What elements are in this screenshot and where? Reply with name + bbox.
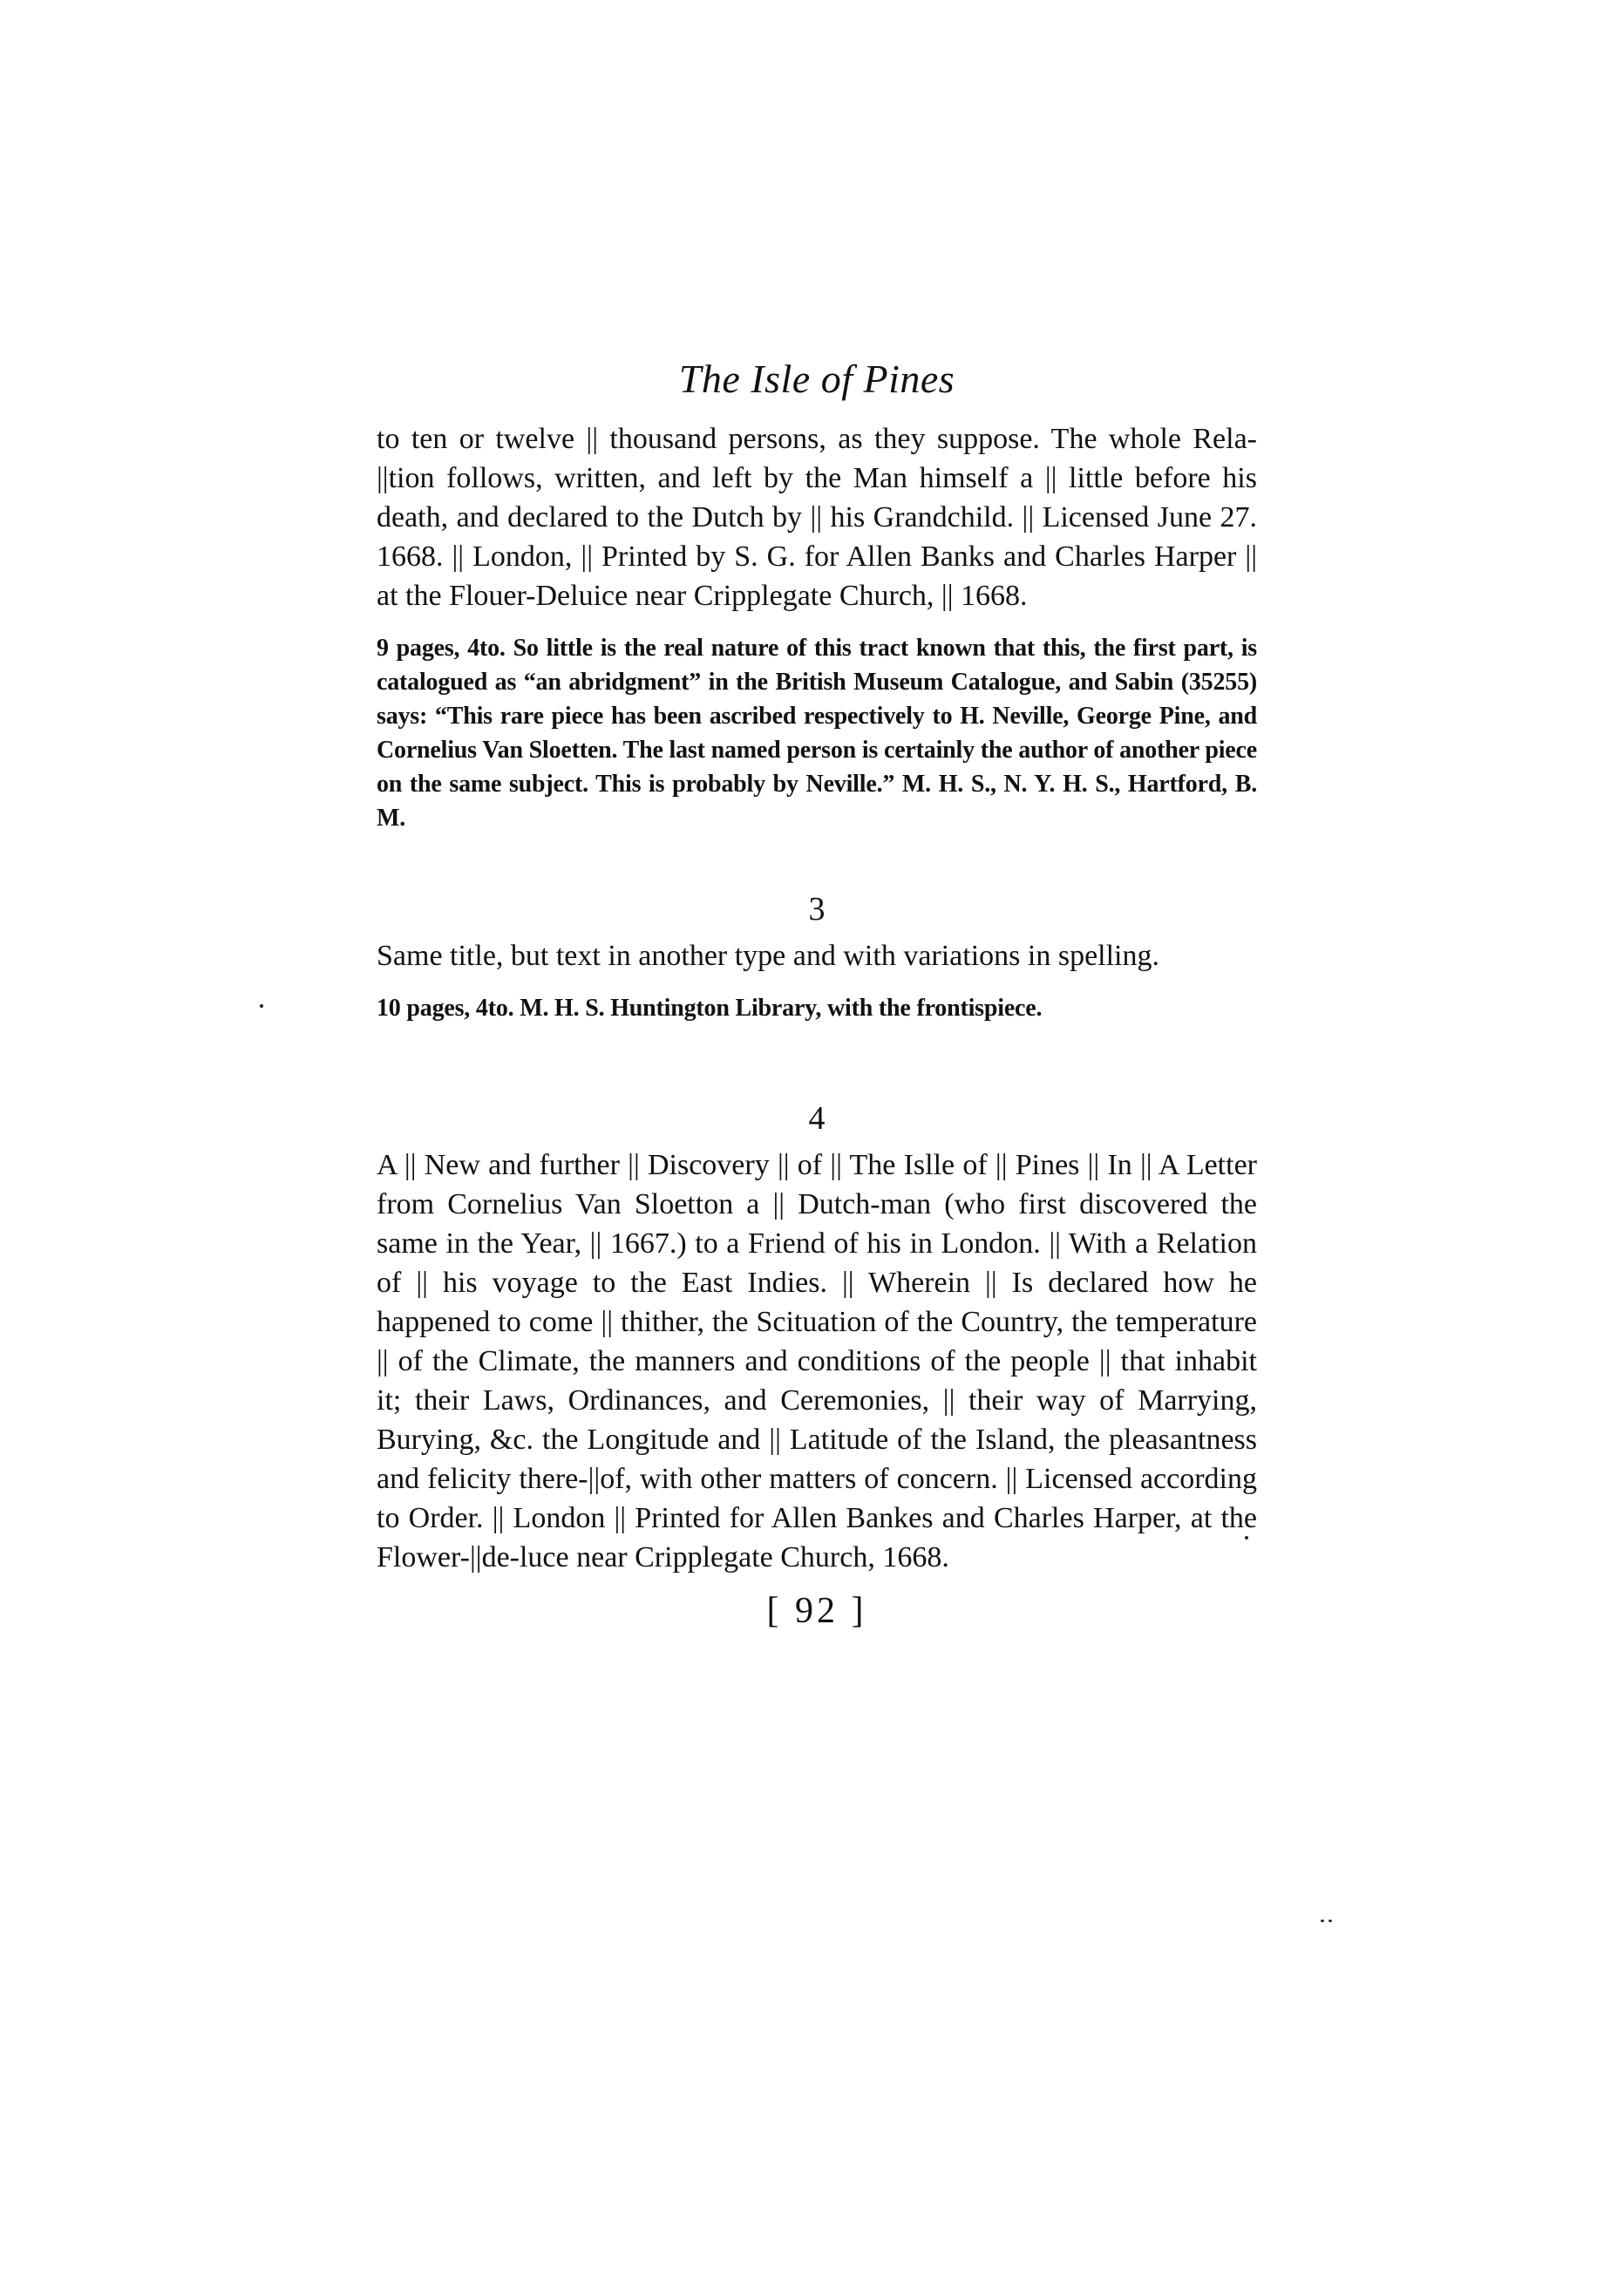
entry-3-text: Same title, but text in another type and with variations in spelling. [377, 940, 1159, 972]
entry-number-4: 4 [808, 1100, 826, 1137]
scan-speck-corner-2 [1328, 1920, 1332, 1922]
page-number: [ 92 ] [766, 1591, 867, 1631]
entry-continuation-note: 9 pages, 4to. So little is the real nature of this tract known that this, the first part, is catalogued as “an abridgment” in the British Museum Catalogue, and Sabin (35255) says: “This rare piece has been ascribed respectively to H. Neville, George Pine, and Cornelius Van Sloetten. The last named person is certainly the author of another piece on the same subject. This is probably by Neville.” M. H. S., N. Y. H. S., Hartford, B. M. [377, 635, 1257, 832]
entry-4-text: A || New and further || Discovery || of || The Islle of || Pines || In || A Letter from Cornelius Van Sloetton a || Dutch-man (who first discovered the same in the Year, || 1667.) to a Friend of his in London. || With a Relation of || his voyage to the East Indies. || Wherein || Is declared how he happened to come || thither, the Scituation of the Country, the temperature || of the Climate, the manners and conditions of the people || that inhabit it; their Laws, Ordinances, and Ceremonies, || their way of Marrying, Burying, &c. the Longitude and || Latitude of the Island, the pleasantness and felicity there-||of, with other matters of concern. || Licensed according to Order. || London || Printed for Allen Bankes and Charles Harper, at the Flower-||de-luce near Cripplegate Church, 1668. [377, 1149, 1257, 1574]
scan-speck-left [260, 1004, 263, 1008]
running-head: The Isle of Pines [678, 357, 955, 401]
entry-number-3: 3 [808, 891, 826, 928]
entry-3-note: 10 pages, 4to. M. H. S. Huntington Library, with the frontispiece. [377, 995, 1043, 1022]
scan-speck-right [1245, 1536, 1248, 1540]
entry-continuation-text: to ten or twelve || thousand persons, as they suppose. The whole Rela-||tion follows, written, and left by the Man himself a || little before his death, and declared to the Dutch by || his Grandchild. || Licensed June 27. 1668. || London, || Printed by S. G. for Allen Banks and Charles Harper || at the Flouer-Deluice near Cripplegate Church, || 1668. [377, 423, 1257, 612]
scan-speck-corner-1 [1321, 1920, 1324, 1922]
page-content [377, 353, 1257, 1635]
